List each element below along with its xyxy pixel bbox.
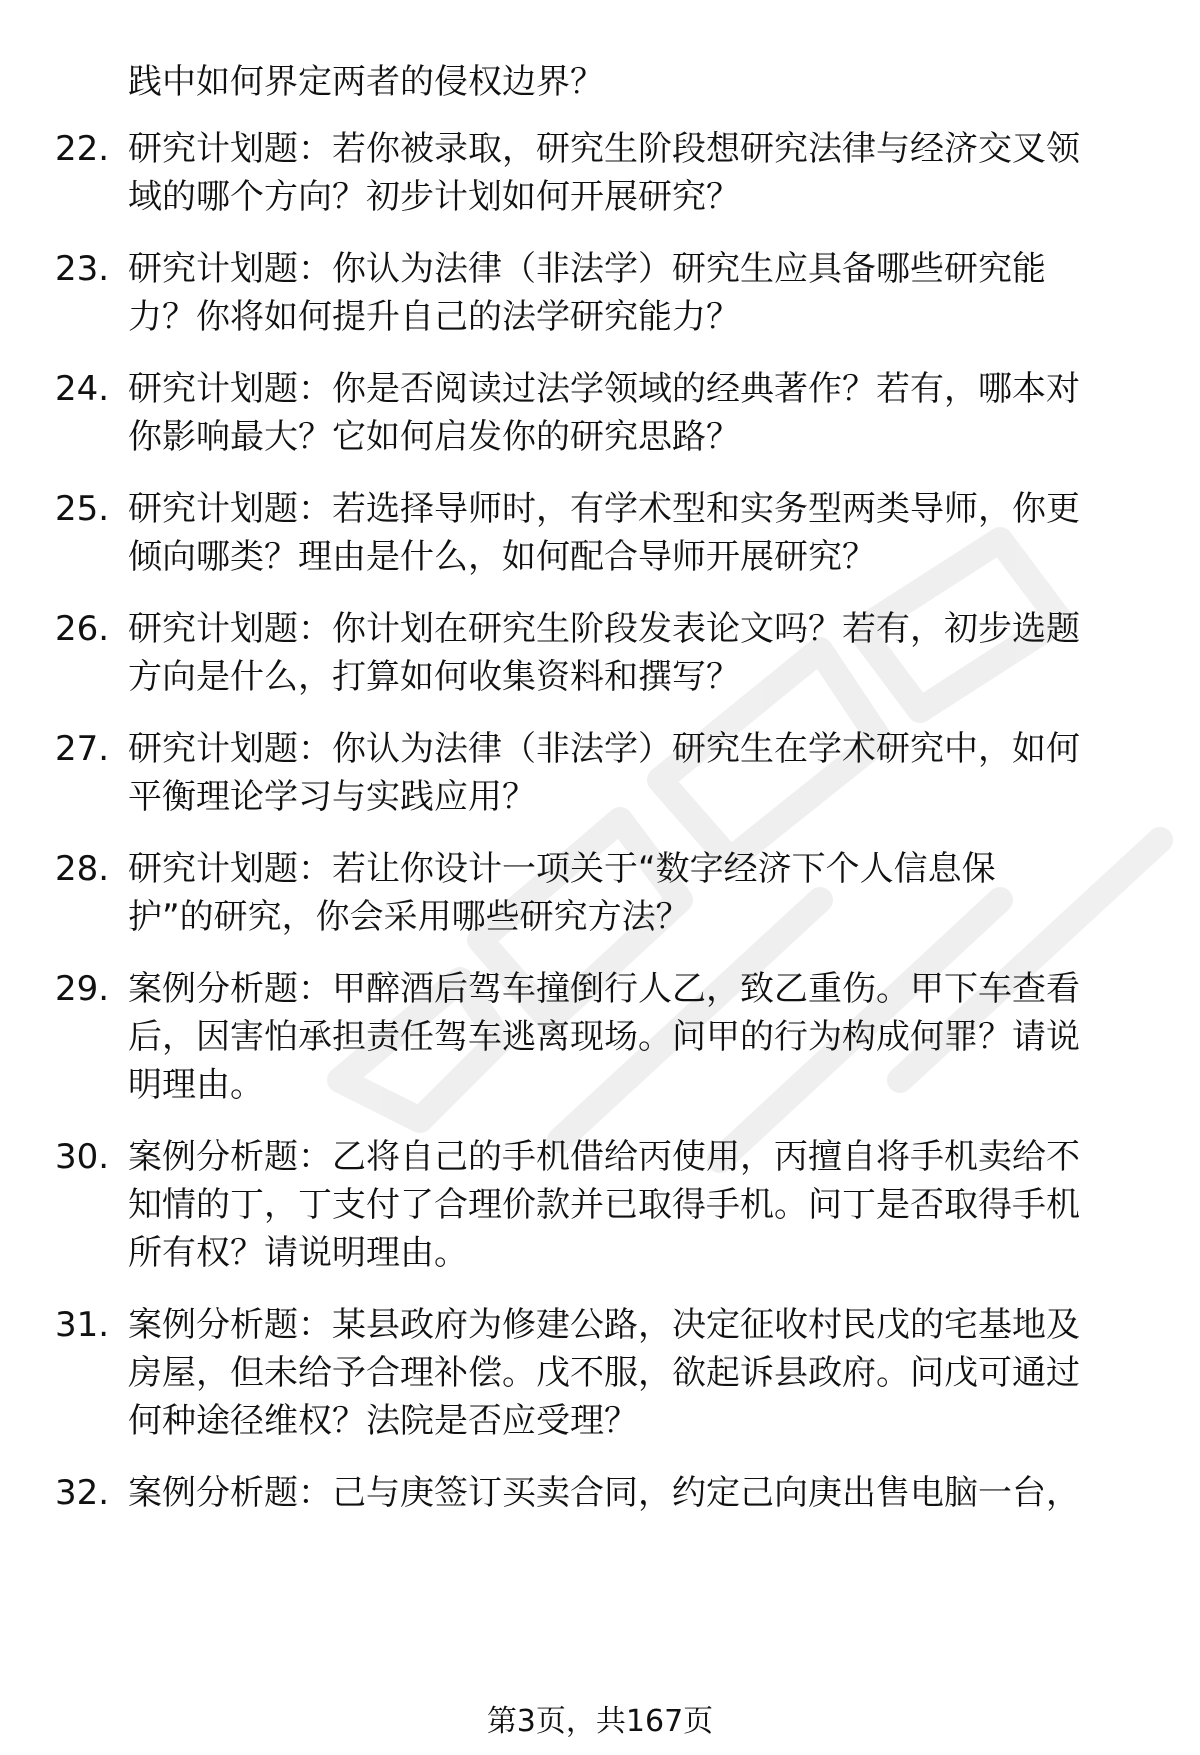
- question-text-line: 后，因害怕承担责任驾车逃离现场。问甲的行为构成何罪？请说: [128, 1017, 1080, 1057]
- question-text-line: 案例分析题：甲醉酒后驾车撞倒行人乙，致乙重伤。甲下车查看: [128, 969, 1080, 1009]
- question-number: 28.: [55, 849, 110, 889]
- question-text-line: 研究计划题：若你被录取，研究生阶段想研究法律与经济交叉领: [128, 129, 1080, 169]
- question-text-line: 研究计划题：你认为法律（非法学）研究生在学术研究中，如何: [128, 729, 1080, 769]
- question-text-line: 所有权？请说明理由。: [128, 1233, 468, 1273]
- question-number: 25.: [55, 489, 110, 529]
- question-number: 27.: [55, 729, 110, 769]
- question-text: [128, 845, 1148, 941]
- question-number: 32.: [55, 1473, 110, 1513]
- continuation-line: 践中如何界定两者的侵权边界？: [128, 62, 604, 102]
- question-text-line: 知情的丁，丁支付了合理价款并已取得手机。问丁是否取得手机: [128, 1185, 1080, 1225]
- question-text: [128, 125, 1148, 221]
- question-text-line: 研究计划题：你认为法律（非法学）研究生应具备哪些研究能: [128, 249, 1046, 289]
- question-text-line: 域的哪个方向？初步计划如何开展研究？: [128, 177, 740, 217]
- question-text-line: 你影响最大？它如何启发你的研究思路？: [128, 417, 740, 457]
- question-number: 31.: [55, 1305, 110, 1345]
- question-text: [128, 725, 1148, 821]
- question-text: [128, 245, 1148, 341]
- question-text-line: 何种途径维权？法院是否应受理？: [128, 1401, 638, 1441]
- question-text-line: 研究计划题：若选择导师时，有学术型和实务型两类导师，你更: [128, 489, 1080, 529]
- question-number: 29.: [55, 969, 110, 1009]
- question-text-line: 研究计划题：你计划在研究生阶段发表论文吗？若有，初步选题: [128, 609, 1080, 649]
- question-text-line: 明理由。: [128, 1065, 264, 1105]
- question-text: [128, 1301, 1148, 1445]
- question-text: [128, 965, 1148, 1109]
- question-text-line: 案例分析题：乙将自己的手机借给丙使用，丙擅自将手机卖给不: [128, 1137, 1080, 1177]
- question-text: [128, 1133, 1148, 1277]
- question-text-line: 倾向哪类？理由是什么，如何配合导师开展研究？: [128, 537, 876, 577]
- question-number: 26.: [55, 609, 110, 649]
- question-text: [128, 365, 1148, 461]
- question-number: 22.: [55, 129, 110, 169]
- question-text-line: 房屋，但未给予合理补偿。戊不服，欲起诉县政府。问戊可通过: [128, 1353, 1080, 1393]
- question-text: [128, 1469, 1148, 1517]
- question-text-line: 研究计划题：若让你设计一项关于“数字经济下个人信息保: [128, 849, 996, 889]
- page-footer: 第3页，共167页: [486, 1704, 714, 1739]
- question-text-line: 护”的研究，你会采用哪些研究方法？: [128, 897, 690, 937]
- question-number: 23.: [55, 249, 110, 289]
- question-number: 30.: [55, 1137, 110, 1177]
- question-text: [128, 605, 1148, 701]
- question-text-line: 平衡理论学习与实践应用？: [128, 777, 536, 817]
- question-text-line: 方向是什么，打算如何收集资料和撰写？: [128, 657, 740, 697]
- question-number: 24.: [55, 369, 110, 409]
- question-text-line: 研究计划题：你是否阅读过法学领域的经典著作？若有，哪本对: [128, 369, 1080, 409]
- question-text-line: 力？你将如何提升自己的法学研究能力？: [128, 297, 740, 337]
- question-text-line: 案例分析题：己与庚签订买卖合同，约定己向庚出售电脑一台，: [128, 1473, 1080, 1513]
- question-text-line: 案例分析题：某县政府为修建公路，决定征收村民戊的宅基地及: [128, 1305, 1080, 1345]
- question-text: [128, 485, 1148, 581]
